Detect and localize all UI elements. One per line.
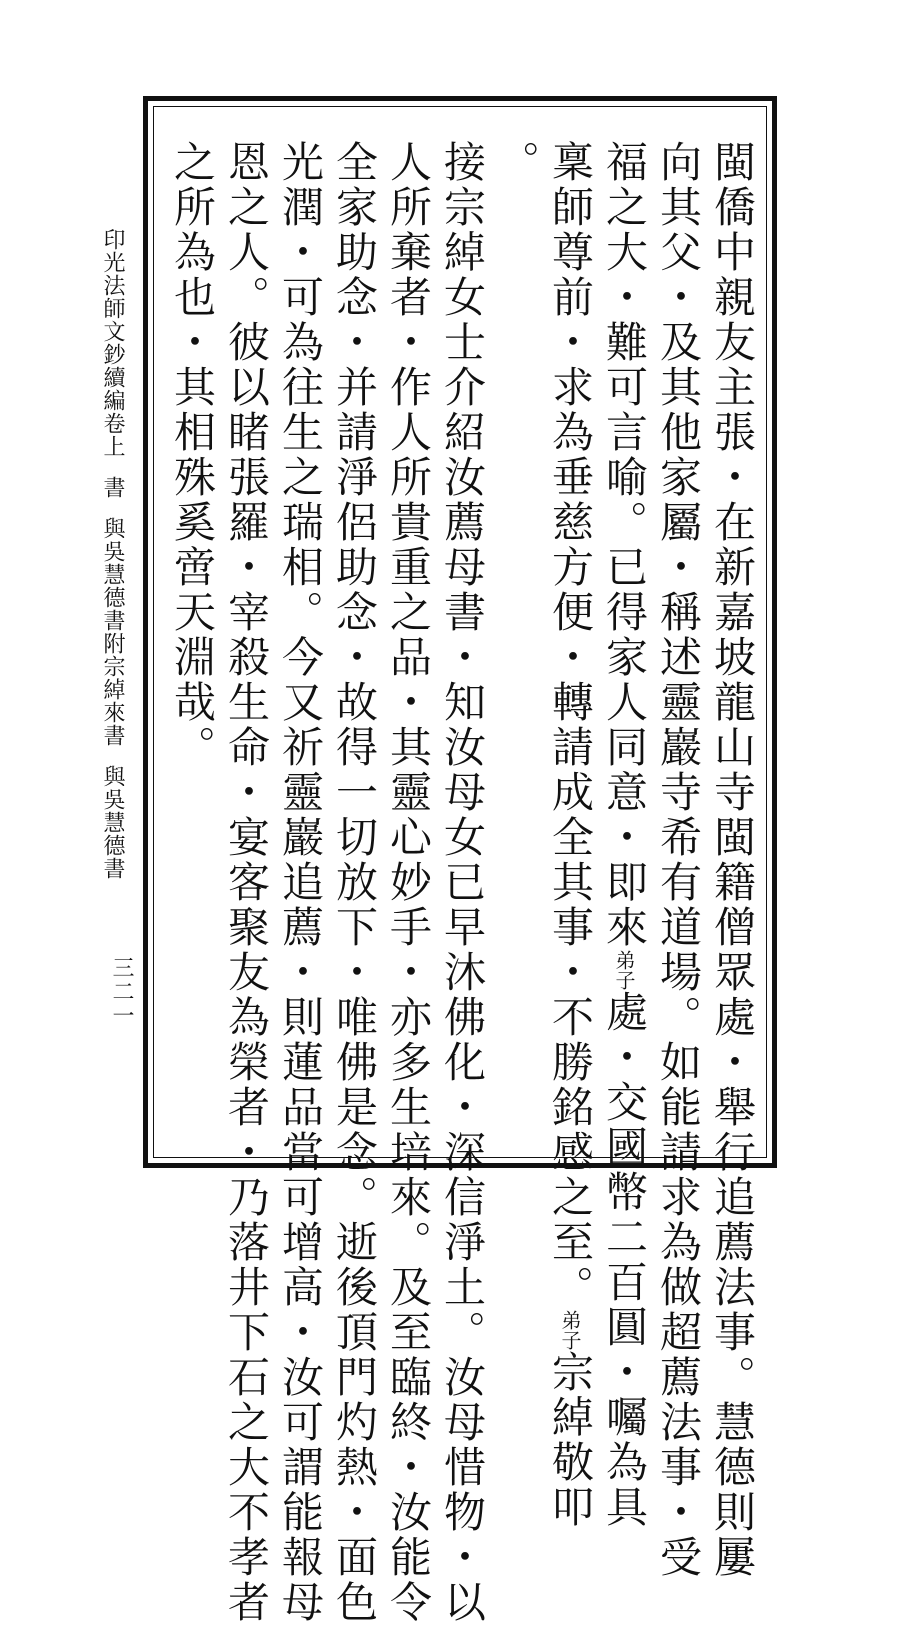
text-column-7: 人所棄者・作人所貴重之品・其靈心妙手・亦多生培來。及至臨終・汝能令 <box>384 140 433 1625</box>
section-label: 書 <box>100 476 125 499</box>
column-3-part-2: 處・交國幣二百圓・囑為具 <box>600 990 649 1530</box>
chapter-subtitle: 與吳慧德書 <box>100 765 125 880</box>
chapter-title: 與吳慧德書附宗綽來書 <box>100 517 125 747</box>
text-column-10: 恩之人。彼以睹張羅・宰殺生命・宴客聚友為榮者・乃落井下石之大不孝者 <box>222 140 271 1625</box>
text-column-4 <box>542 140 598 1530</box>
column-4-part-1: 稟師尊前・求為垂慈方便・轉請成全其事・不勝銘感之至。 <box>546 140 595 1310</box>
text-column-1: 閩僑中親友主張・在新嘉坡龍山寺閩籍僧眾處・舉行追薦法事。慧德則屢 <box>708 140 757 1580</box>
running-header <box>92 228 132 880</box>
interlinear-note: 弟子 <box>558 1310 582 1350</box>
column-3-part-1: 福之大・難可言喻。已得家人同意・即來 <box>600 140 649 950</box>
text-column-6: 接宗綽女士介紹汝薦母書・知汝母女已早沐佛化・深信淨土。汝母惜物・以 <box>438 140 487 1625</box>
text-body <box>168 140 760 1625</box>
book-title: 印光法師文鈔續編卷上 <box>100 228 125 458</box>
text-column-9: 光潤・可為往生之瑞相。今又祈靈巖追薦・則蓮品當可增高・汝可謂能報母 <box>276 140 325 1625</box>
text-column-11: 之所為也・其相殊奚啻天淵哉。 <box>168 140 217 770</box>
page-number: 三二一 <box>109 956 134 1028</box>
text-column-3 <box>596 140 652 1530</box>
text-column-5: 。 <box>492 140 541 185</box>
interlinear-note: 弟子 <box>612 950 636 990</box>
column-4-part-2: 宗綽敬叩 <box>546 1350 595 1530</box>
text-column-8: 全家助念・并請淨侶助念・故得一切放下・唯佛是念。逝後頂門灼熱・面色 <box>330 140 379 1625</box>
text-column-2: 向其父・及其他家屬・稱述靈巖寺希有道場。如能請求為做超薦法事・受 <box>654 140 703 1580</box>
